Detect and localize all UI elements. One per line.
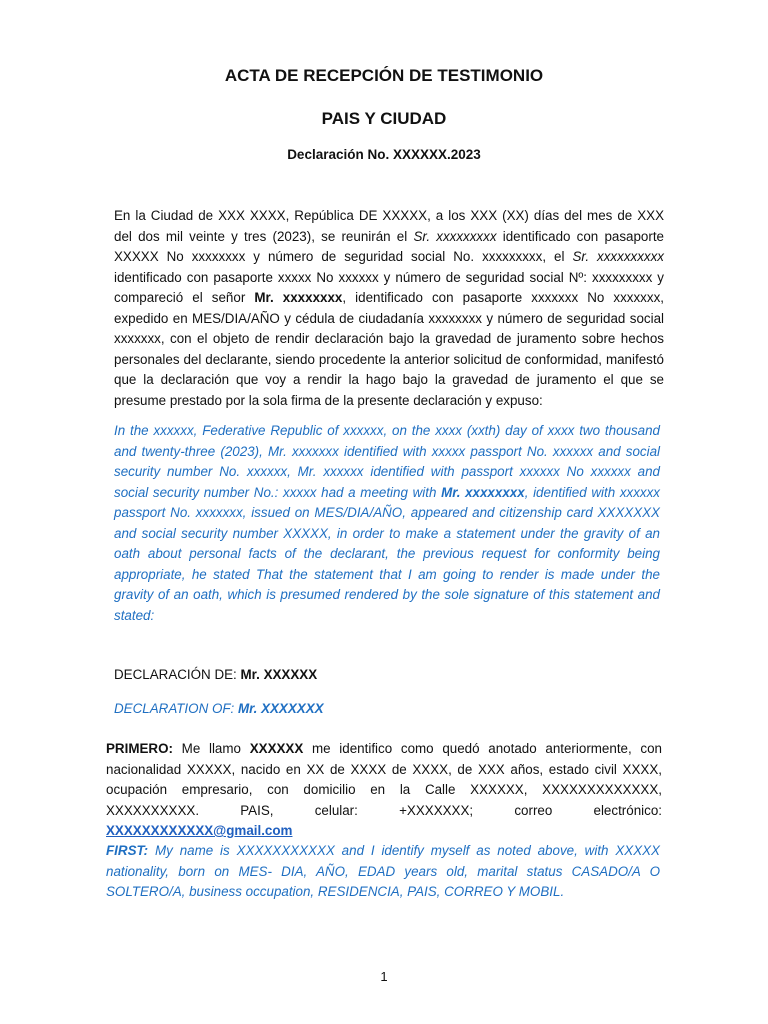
email-link[interactable]: XXXXXXXXXXXX@gmail.com [106, 823, 293, 838]
english-intro-paragraph [114, 421, 660, 626]
es-text-3: identificado con pasaporte xxxxx No xxxxxx y número de seguridad social Nº: xxxxxxxxx y compareció el señor [114, 269, 664, 305]
es-sr-2: Sr. xxxxxxxxxx [572, 249, 664, 264]
es-text-1: En la Ciudad de XXX XXXX, República DE XXXXX, a los XXX (XX) días del mes de XXX del dos mil veinte y tres (2023), se reunirán el [114, 208, 664, 244]
declaration-number: Declaración No. XXXXXX.2023 [287, 147, 481, 162]
declaration-en-label: DECLARATION OF: [114, 701, 238, 716]
first-label: FIRST: [106, 843, 149, 858]
en-text-1: In the xxxxxx, Federative Republic of xxxxxx, on the xxxx (xxth) day of xxxx two thousand and twenty-three (2023), Mr. xxxxxxx identified with xxxxx passport No. xxxxxx and social security number No. xxxxxx, Mr. xxxxxx identified with passport xxxxxx No xxxxxx and social security number No.: xxxxx had a meeting with [114, 423, 660, 500]
page-number: 1 [380, 969, 388, 984]
document-title: ACTA DE RECEPCIÓN DE TESTIMONIO [224, 66, 544, 85]
declaration-es-name: Mr. XXXXXX [240, 667, 318, 682]
en-mr: Mr. xxxxxxxx [441, 484, 525, 500]
first-paragraph [106, 841, 660, 903]
primero-paragraph [106, 739, 662, 842]
primero-label: PRIMERO: [106, 741, 173, 756]
declaration-es-label: DECLARACIÓN DE: [114, 667, 241, 682]
spanish-intro-paragraph [114, 206, 664, 411]
es-sr-1: Sr. xxxxxxxxx [413, 228, 497, 244]
primero-name: XXXXXX [249, 741, 304, 756]
declaration-es-line [114, 667, 317, 682]
en-text-2: , identified with xxxxxx passport No. xxxxxxx, issued on MES/DIA/AÑO, appeared and citizenship card XXXXXXX and social security number XXXXX, in order to make a statement under the gravity of an oath about personal facts of the declarant, the previous request for conformity being appropriate, he stated That the statement that I am going to render is made under the gravity of an oath, which is presumed rendered by the sole signature of this statement and stated: [114, 484, 661, 623]
first-text: My name is XXXXXXXXXXX and I identify myself as noted above, with XXXXX nationality, born on MES- DIA, AÑO, EDAD years old, marital status CASADO/A O SOLTERO/A, business occupation, RESIDENCIA, PAIS, CORREO Y MOBIL. [106, 843, 660, 899]
document-subtitle: PAIS Y CIUDAD [321, 109, 447, 128]
primero-text-1: Me llamo [172, 741, 250, 756]
primero-text-2: me identifico como quedó anotado anteriormente, con nacionalidad XXXXX, nacido en XX de XXXX de XXXX, de XXX años, estado civil XXXX, ocupación empresario, con domicilio en la Calle XXXXXX, XXXXXXXXXXXXX, XXXXXXXXXX. PAIS, celular: +XXXXXXX; correo electrónico: [106, 741, 663, 818]
es-text-4: , identificado con pasaporte xxxxxxx No xxxxxxx, expedido en MES/DIA/AÑO y cédula de ciudadanía xxxxxxxx y número de seguridad social xxxxxxx, con el objeto de rendir declaración bajo la gravedad de juramento sobre hechos personales del declarante, siendo procedente la anterior solicitud de conformidad, manifestó que la declaración que voy a rendir la hago bajo la gravedad de juramento el que se presume prestado por la sola firma de la presente declaración y expuso: [114, 290, 664, 408]
declaration-en-name: Mr. XXXXXXX [238, 701, 324, 716]
es-text-2: identificado con pasaporte XXXXX No xxxxxxxx y número de seguridad social No. xxxxxxxxx, el [114, 228, 665, 264]
es-mr: Mr. xxxxxxxx [254, 290, 343, 305]
declaration-en-line [114, 701, 324, 716]
